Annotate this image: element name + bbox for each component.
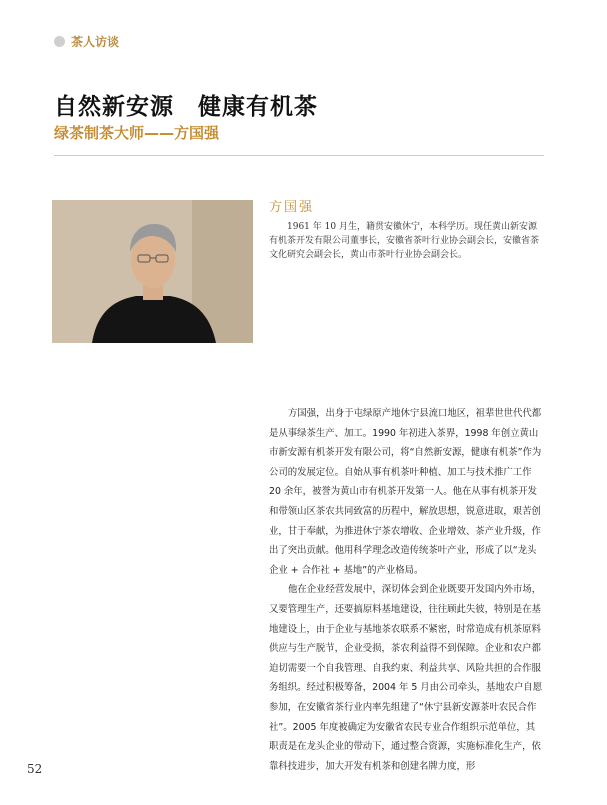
bio-text: 1961 年 10 月生，籍贯安徽休宁，本科学历。现任黄山新安源有机茶开发有限公司董事长，安徽省茶叶行业协会副会长，安徽省茶文化研究会副会长，黄山市茶叶行业协会副会长。 xyxy=(269,222,540,260)
article-body xyxy=(269,404,544,776)
section-tag xyxy=(54,33,119,50)
bio-name: 方国强 xyxy=(269,200,315,215)
body-paragraph: 他在企业经营发展中，深切体会到企业既要开发国内外市场，又要管理生产，还要搞原料基地建设，往往顾此失彼，特别是在基地建设上，由于企业与基地茶农联系不紧密，时常造成有机茶原料供应与生产脱节，企业受损，茶农利益得不到保障。企业和农户都迫切需要一个自我管理、自我约束、利益共享、风险共担的合作服务组织。经过积极筹备，2004 年 5 月由公司牵头，基地农户自愿参加，在安徽省茶行业内率先组建了“休宁县新安源茶叶农民合作社”。2005 年度被确定为安徽省农民专业合作组织示范单位，其职责是在龙头企业的带动下，通过整合资源，实施标准化生产，依靠科技进步，加大开发有机茶和创建名牌力度，形 xyxy=(269,584,543,772)
article-title: 自然新安源 健康有机茶 xyxy=(54,93,318,120)
section-tag-label: 茶人访谈 xyxy=(71,35,120,49)
title-divider xyxy=(54,155,544,156)
page-number: 52 xyxy=(27,762,43,776)
body-paragraph: 方国强，出身于屯绿原产地休宁县流口地区，祖辈世世代代都是从事绿茶生产、加工。1990 年初进入茶界，1998 年创立黄山市新安源有机茶开发有限公司，将“自然新安源，健康有机茶”作为公司的发展定位。自始从事有机茶叶种植、加工与技术推广工作 20 余年，被誉为黄山市有机茶开发第一人。他在从事有机茶开发和带领山区茶农共同致富的历程中，解放思想，锐意进取，艰苦创业，甘于奉献，为推进休宁茶农增收、企业增效、茶产业升级，作出了突出贡献。他用科学理念改造传统茶叶产业，形成了以“龙头企业 + 合作社 + 基地”的产业格局。 xyxy=(269,408,542,576)
article-subtitle: 绿茶制茶大师——方国强 xyxy=(54,124,220,142)
portrait-photo xyxy=(52,200,253,343)
circle-bullet-icon xyxy=(54,36,65,47)
